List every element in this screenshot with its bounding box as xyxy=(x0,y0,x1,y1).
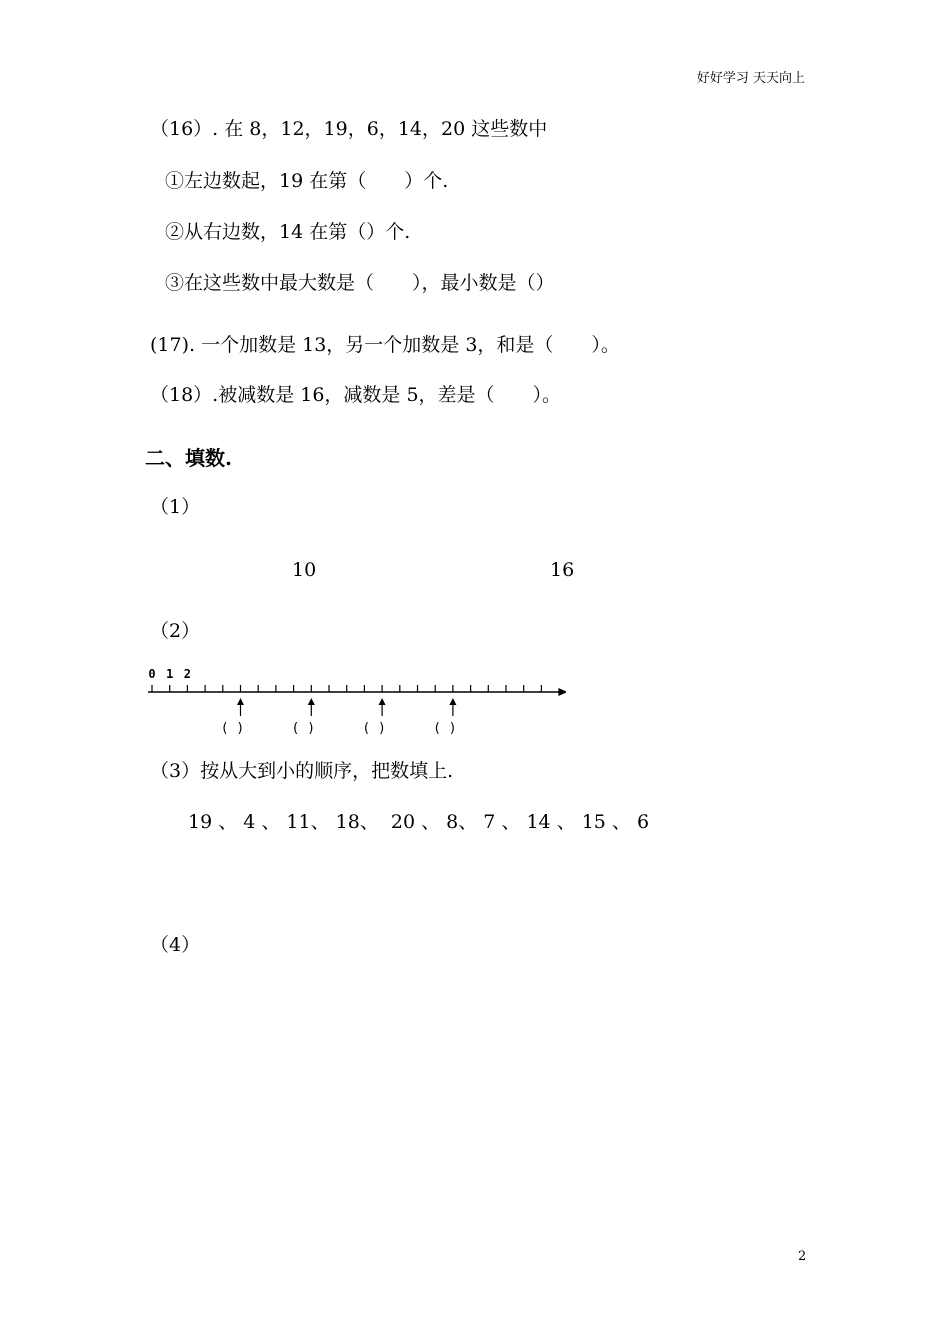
number-line-answer-blank: ( ) xyxy=(433,721,457,736)
number-line-pointer-head xyxy=(308,698,315,705)
number-line-label: 0 xyxy=(148,667,156,681)
number-line-arrowhead xyxy=(558,688,566,696)
fill-3-label: （3）按从大到小的顺序，把数填上. xyxy=(150,760,454,782)
page-number: 2 xyxy=(798,1249,807,1264)
fill-1-left-value: 10 xyxy=(292,559,317,581)
number-line xyxy=(146,664,566,740)
fill-1-label: （1） xyxy=(150,496,201,518)
question-16-stem: （16）. 在 8，12，19，6，14，20 这些数中 xyxy=(150,118,548,140)
number-line-pointer-head xyxy=(237,698,244,705)
question-16-c: ③在这些数中最大数是（ ），最小数是（） xyxy=(165,272,555,294)
fill-4-label: （4） xyxy=(150,934,201,956)
number-line-answer-blank: ( ) xyxy=(291,721,316,736)
fill-3-number-list: 19 、 4 、 11、 18、 20 、 8、 7 、 14 、 15 、 6 xyxy=(188,811,650,833)
section-2-title: 二、填数. xyxy=(145,446,232,470)
number-line-label: 2 xyxy=(183,667,192,681)
number-line-answer-blank: ( ) xyxy=(220,721,245,736)
question-16-a: ①左边数起，19 在第（ ）个. xyxy=(165,170,449,192)
number-line-pointer-head xyxy=(449,698,456,705)
fill-1-right-value: 16 xyxy=(550,559,575,581)
number-line-label: 1 xyxy=(166,667,174,681)
fill-2-label: （2） xyxy=(150,620,201,642)
question-16-b: ②从右边数，14 在第（）个. xyxy=(165,221,411,243)
question-17: (17). 一个加数是 13，另一个加数是 3，和是（ ）。 xyxy=(150,334,620,356)
number-line-pointer-head xyxy=(379,698,386,705)
number-line-answer-blank: ( ) xyxy=(362,721,386,736)
page-header: 好好学习 天天向上 xyxy=(696,71,805,86)
question-18: （18）.被减数是 16，减数是 5，差是（ ）。 xyxy=(150,384,562,406)
